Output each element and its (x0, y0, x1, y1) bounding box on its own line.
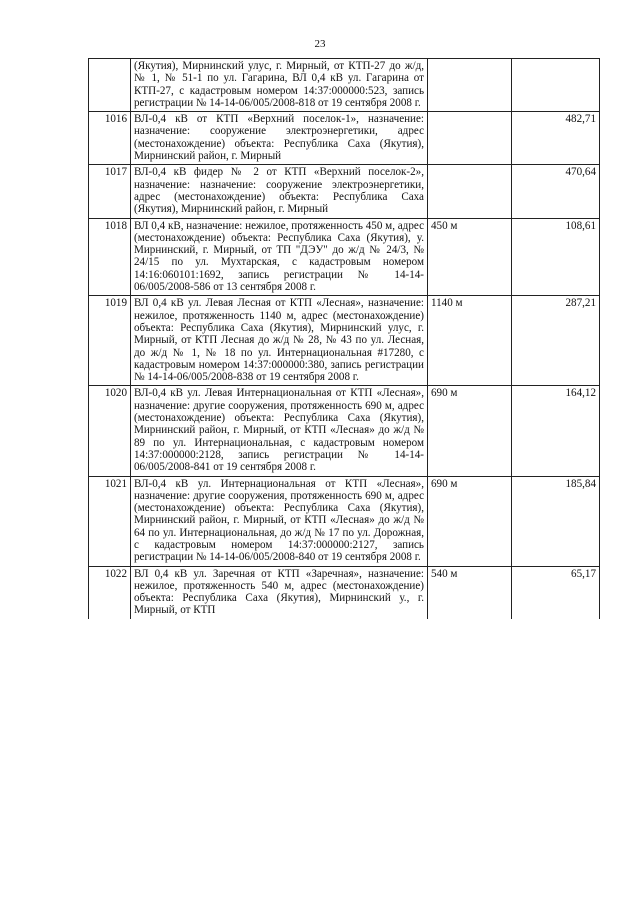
row-number: 1016 (89, 112, 131, 165)
row-number (89, 59, 131, 112)
object-length: 1140 м (428, 296, 512, 386)
object-description: ВЛ-0,4 кВ ул. Интернациональная от КТП «Лесная», назначение: другие сооружения, протяженность 690 м, адрес (местонахождение) объекта: Республика Саха (Якутия), Мирнинский район, г. Мирный, от КТП «Лесная» до ж/д № 64 по ул. Интернациональная, до ж/д № 17 по ул. Дорожная, с кадастровым номером 14:37:000000:2127, запись регистрации № 14-14-06/005/2008-840 от 19 сентября 2008 г. (131, 476, 428, 566)
object-description: (Якутия), Мирнинский улус, г. Мирный, от КТП-27 до ж/д, № 1, № 51-1 по ул. Гагарина, ВЛ 0,4 кВ ул. Гагарина от КТП-27, с кадастровым номером 14:37:000000:523, запись регистрации № 14-14-06/005/2008-818 от 19 сентября 2008 г. (131, 59, 428, 112)
page-number: 23 (314, 38, 326, 50)
table-row (89, 59, 600, 112)
object-length (428, 165, 512, 218)
property-registry-table (88, 58, 600, 619)
table-row (89, 218, 600, 296)
object-value: 108,61 (512, 218, 600, 296)
object-value (512, 59, 600, 112)
row-number: 1021 (89, 476, 131, 566)
object-length: 690 м (428, 476, 512, 566)
object-description: ВЛ-0,4 кВ фидер № 2 от КТП «Верхний поселок-2», назначение: назначение: сооружение электроэнергетики, адрес (местонахождение) объекта: Республика Саха (Якутия), Мирнинский район, г. Мирный (131, 165, 428, 218)
object-length: 450 м (428, 218, 512, 296)
table-row (89, 566, 600, 619)
table-row (89, 476, 600, 566)
table-row (89, 112, 600, 165)
object-value: 482,71 (512, 112, 600, 165)
object-length (428, 59, 512, 112)
object-length: 540 м (428, 566, 512, 619)
object-value: 65,17 (512, 566, 600, 619)
object-description: ВЛ 0,4 кВ ул. Левая Лесная от КТП «Лесная», назначение: нежилое, протяженность 1140 м, адрес (местонахождение) объекта: Республика Саха (Якутия), Мирнинский улус, г. Мирный, от КТП Лесная до ж/д № 28, № 43 по ул. Лесная, до ж/д № 1, № 18 по ул. Интернациональная #17280, с кадастровым номером 14:37:000000:380, запись регистрации № 14-14-06/005/2008-838 от 19 сентября 2008 г. (131, 296, 428, 386)
object-description: ВЛ-0,4 кВ ул. Левая Интернациональная от КТП «Лесная», назначение: другие сооружения, протяженность 690 м, адрес (местонахождение) объекта: Республика Саха (Якутия), Мирнинский район, г. Мирный, от КТП «Лесная» до ж/д № 89 по ул. Интернациональная, с кадастровым номером 14:37:000000:2128, запись регистрации № 14-14-06/005/2008-841 от 19 сентября 2008 г. (131, 386, 428, 476)
object-length (428, 112, 512, 165)
row-number: 1017 (89, 165, 131, 218)
table-row (89, 296, 600, 386)
object-description: ВЛ 0,4 кВ ул. Заречная от КТП «Заречная», назначение: нежилое, протяженность 540 м, адрес (местонахождение) объекта: Республика Саха (Якутия), Мирнинский у., г. Мирный, от КТП (131, 566, 428, 619)
row-number: 1019 (89, 296, 131, 386)
object-value: 470,64 (512, 165, 600, 218)
object-value: 287,21 (512, 296, 600, 386)
row-number: 1020 (89, 386, 131, 476)
row-number: 1022 (89, 566, 131, 619)
object-length: 690 м (428, 386, 512, 476)
table-row (89, 386, 600, 476)
object-value: 164,12 (512, 386, 600, 476)
table-row (89, 165, 600, 218)
object-description: ВЛ 0,4 кВ, назначение: нежилое, протяженность 450 м, адрес (местонахождение) объекта: Республика Саха (Якутия), у. Мирнинский, г. Мирный, от ТП "ДЭУ" до ж/д № 24/3, № 24/15 по ул. Мухтарская, с кадастровым номером 14:16:060101:1692, запись регистрации № 14-14-06/005/2008-586 от 13 сентября 2008 г. (131, 218, 428, 296)
object-value: 185,84 (512, 476, 600, 566)
object-description: ВЛ-0,4 кВ от КТП «Верхний поселок-1», назначение: назначение: сооружение электроэнергетики, адрес (местонахождение) объекта: Республика Саха (Якутия), Мирнинский район, г. Мирный (131, 112, 428, 165)
row-number: 1018 (89, 218, 131, 296)
